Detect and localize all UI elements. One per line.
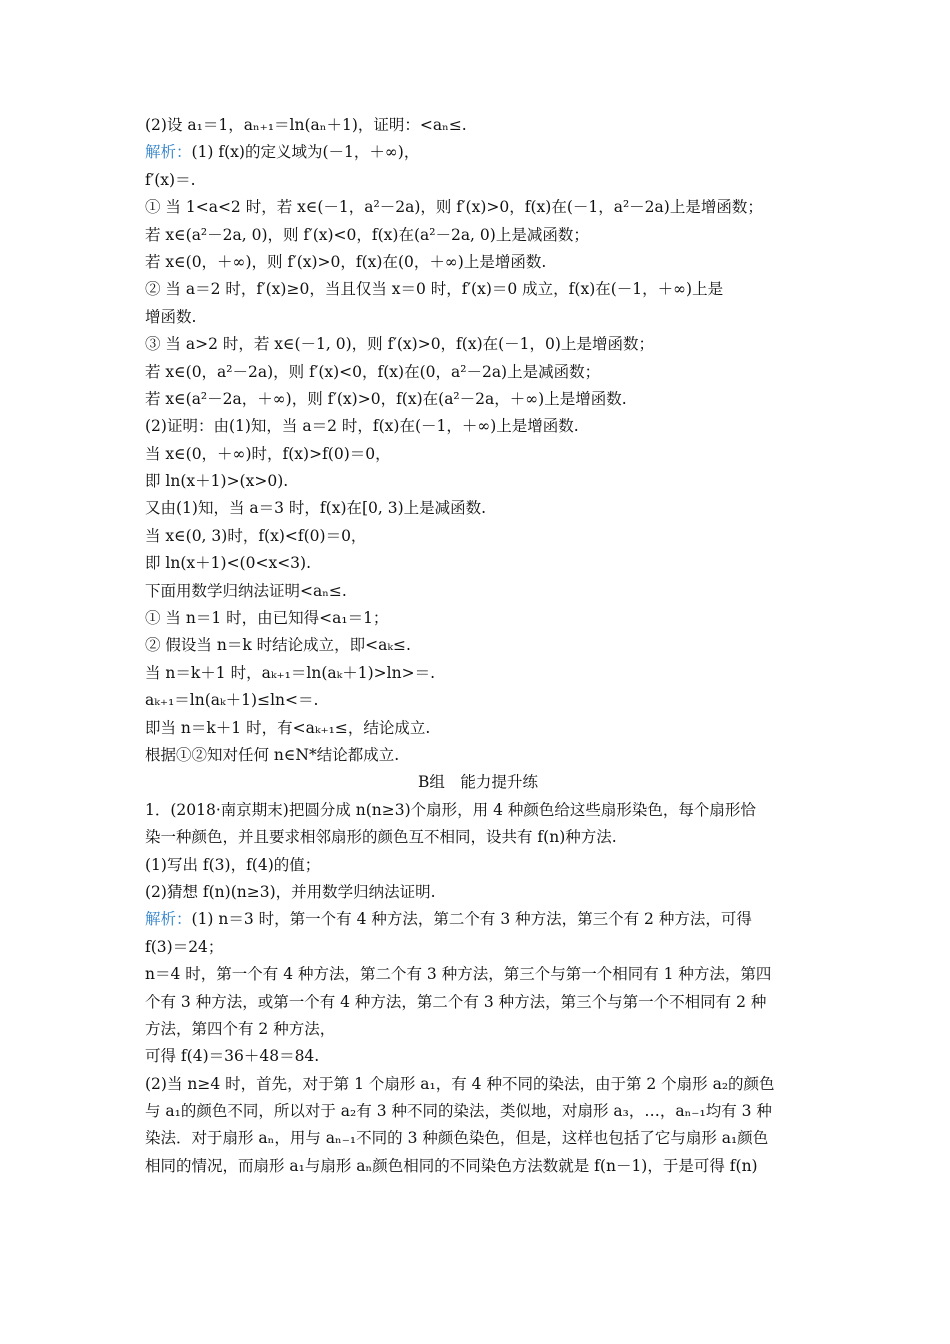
line-text: 若 x∈(0，＋∞)，则 f′(x)>0，f(x)在(0，＋∞)上是增函数. xyxy=(145,252,547,271)
line-text: 下面用数学归纳法证明<aₙ≤. xyxy=(145,581,347,600)
problem-line xyxy=(145,934,811,961)
problem-line xyxy=(145,797,811,824)
line-text: 即 ln(x＋1)>(x>0). xyxy=(145,472,289,491)
proof-line xyxy=(145,386,811,413)
proof-line xyxy=(145,468,811,495)
line-text: 个有 3 种方法，或第一个有 4 种方法，第二个有 3 种方法，第三个与第一个不相同有 2 种 xyxy=(145,992,767,1011)
solution-label: 解析： xyxy=(145,910,192,929)
line-text: aₖ₊₁＝ln(aₖ＋1)≤ln<＝. xyxy=(145,691,319,710)
proof-line xyxy=(145,495,811,522)
line-text: ① 当 1<a<2 时，若 x∈(－1，a²－2a)，则 f′(x)>0，f(x)在(－1，a²－2a)上是增函数； xyxy=(145,198,763,217)
proof-line xyxy=(145,605,811,632)
proof-line xyxy=(145,742,811,769)
problem-line xyxy=(145,1098,811,1125)
problem-line xyxy=(145,961,811,988)
line-text: 即 ln(x＋1)<(0<x<3). xyxy=(145,554,312,573)
line-text: (2)当 n≥4 时，首先，对于第 1 个扇形 a₁，有 4 种不同的染法，由于第 2 个扇形 a₂的颜色 xyxy=(145,1074,775,1093)
line-text: 即当 n＝k＋1 时，有<aₖ₊₁≤，结论成立. xyxy=(145,718,431,737)
proof-line xyxy=(145,687,811,714)
proof-line xyxy=(145,331,811,358)
line-text: (1)写出 f(3)，f(4)的值； xyxy=(145,855,321,874)
line-text: 可得 f(4)＝36＋48＝84. xyxy=(145,1047,320,1066)
problem-line xyxy=(145,1016,811,1043)
problem-line xyxy=(145,824,811,851)
problem-line xyxy=(145,989,811,1016)
line-text: 增函数. xyxy=(145,307,197,326)
line-text: (1) f(x)的定义域为(－1，＋∞)， xyxy=(191,143,420,162)
line-text: 方法，第四个有 2 种方法， xyxy=(145,1019,336,1038)
line-text: ③ 当 a>2 时，若 x∈(－1, 0)，则 f′(x)>0，f(x)在(－1，0)上是增函数； xyxy=(145,335,654,354)
problem-line xyxy=(145,1043,811,1070)
line-text: 当 x∈(0, 3)时，f(x)<f(0)＝0， xyxy=(145,526,367,545)
proof-line xyxy=(145,276,811,303)
line-text: f′(x)＝. xyxy=(145,170,196,189)
proof-line xyxy=(145,359,811,386)
document-body xyxy=(145,112,811,1180)
line-text: f(3)＝24； xyxy=(145,937,224,956)
line-text: 又由(1)知，当 a＝3 时，f(x)在[0, 3)上是减函数. xyxy=(145,499,487,518)
line-text: (2)猜想 f(n)(n≥3)，并用数学归纳法证明. xyxy=(145,882,436,901)
proof-line xyxy=(145,167,811,194)
line-text: 相同的情况，而扇形 a₁与扇形 aₙ颜色相同的不同染色方法数就是 f(n－1)，于是可得 f(n) xyxy=(145,1156,758,1175)
line-text: 当 n＝k＋1 时，aₖ₊₁＝ln(aₖ＋1)>ln>＝. xyxy=(145,663,436,682)
proof-line xyxy=(145,139,811,166)
line-text: 当 x∈(0，＋∞)时，f(x)>f(0)＝0， xyxy=(145,444,391,463)
line-text: 与 a₁的颜色不同，所以对于 a₂有 3 种不同的染法，类似地，对扇形 a₃，…，aₙ₋₁均有 3 种 xyxy=(145,1102,772,1121)
proof-line xyxy=(145,112,811,139)
proof-line xyxy=(145,304,811,331)
proof-line xyxy=(145,550,811,577)
line-text: 若 x∈(a²－2a，＋∞)，则 f′(x)>0，f(x)在(a²－2a，＋∞)上是增函数. xyxy=(145,389,627,408)
line-text: 1．(2018·南京期末)把圆分成 n(n≥3)个扇形，用 4 种颜色给这些扇形染色，每个扇形恰 xyxy=(145,800,756,819)
line-text: 染一种颜色，并且要求相邻扇形的颜色互不相同，设共有 f(n)种方法. xyxy=(145,828,617,847)
line-text: (1) n＝3 时，第一个有 4 种方法，第二个有 3 种方法，第三个有 2 种方法，可得 xyxy=(191,910,752,929)
proof-line xyxy=(145,660,811,687)
section-title: B组 能力提升练 xyxy=(418,773,538,792)
line-text: n＝4 时，第一个有 4 种方法，第二个有 3 种方法，第三个与第一个相同有 1 种方法，第四 xyxy=(145,965,772,984)
proof-line xyxy=(145,715,811,742)
line-text: (2)证明：由(1)知，当 a＝2 时，f(x)在(－1，＋∞)上是增函数. xyxy=(145,417,579,436)
line-text: 若 x∈(0，a²－2a)，则 f′(x)<0，f(x)在(0，a²－2a)上是减函数； xyxy=(145,362,601,381)
proof-line xyxy=(145,413,811,440)
problem-line xyxy=(145,1071,811,1098)
proof-line xyxy=(145,632,811,659)
line-text: ① 当 n＝1 时，由已知得<a₁＝1； xyxy=(145,609,389,628)
proof-line xyxy=(145,441,811,468)
proof-line xyxy=(145,194,811,221)
line-text: 根据①②知对任何 n∈N*结论都成立. xyxy=(145,745,400,764)
line-text: 染法．对于扇形 aₙ，用与 aₙ₋₁不同的 3 种颜色染色，但是，这样也包括了它与扇形 a₁颜色 xyxy=(145,1129,769,1148)
solution-label: 解析： xyxy=(145,143,192,162)
proof-line xyxy=(145,523,811,550)
line-text: ② 假设当 n＝k 时结论成立，即<aₖ≤. xyxy=(145,636,411,655)
problem-line xyxy=(145,906,811,933)
problem-line xyxy=(145,1153,811,1180)
proof-line xyxy=(145,249,811,276)
line-text: ② 当 a＝2 时，f′(x)≥0，当且仅当 x＝0 时，f′(x)＝0 成立，f(x)在(－1，＋∞)上是 xyxy=(145,280,724,299)
problem-line xyxy=(145,879,811,906)
problem-line xyxy=(145,852,811,879)
problem-line xyxy=(145,1125,811,1152)
proof-line xyxy=(145,578,811,605)
line-text: 若 x∈(a²－2a, 0)，则 f′(x)<0，f(x)在(a²－2a, 0)上是减函数； xyxy=(145,225,589,244)
proof-line xyxy=(145,222,811,249)
line-text: (2)设 a₁＝1，aₙ₊₁＝ln(aₙ＋1)，证明：<aₙ≤. xyxy=(145,116,467,134)
